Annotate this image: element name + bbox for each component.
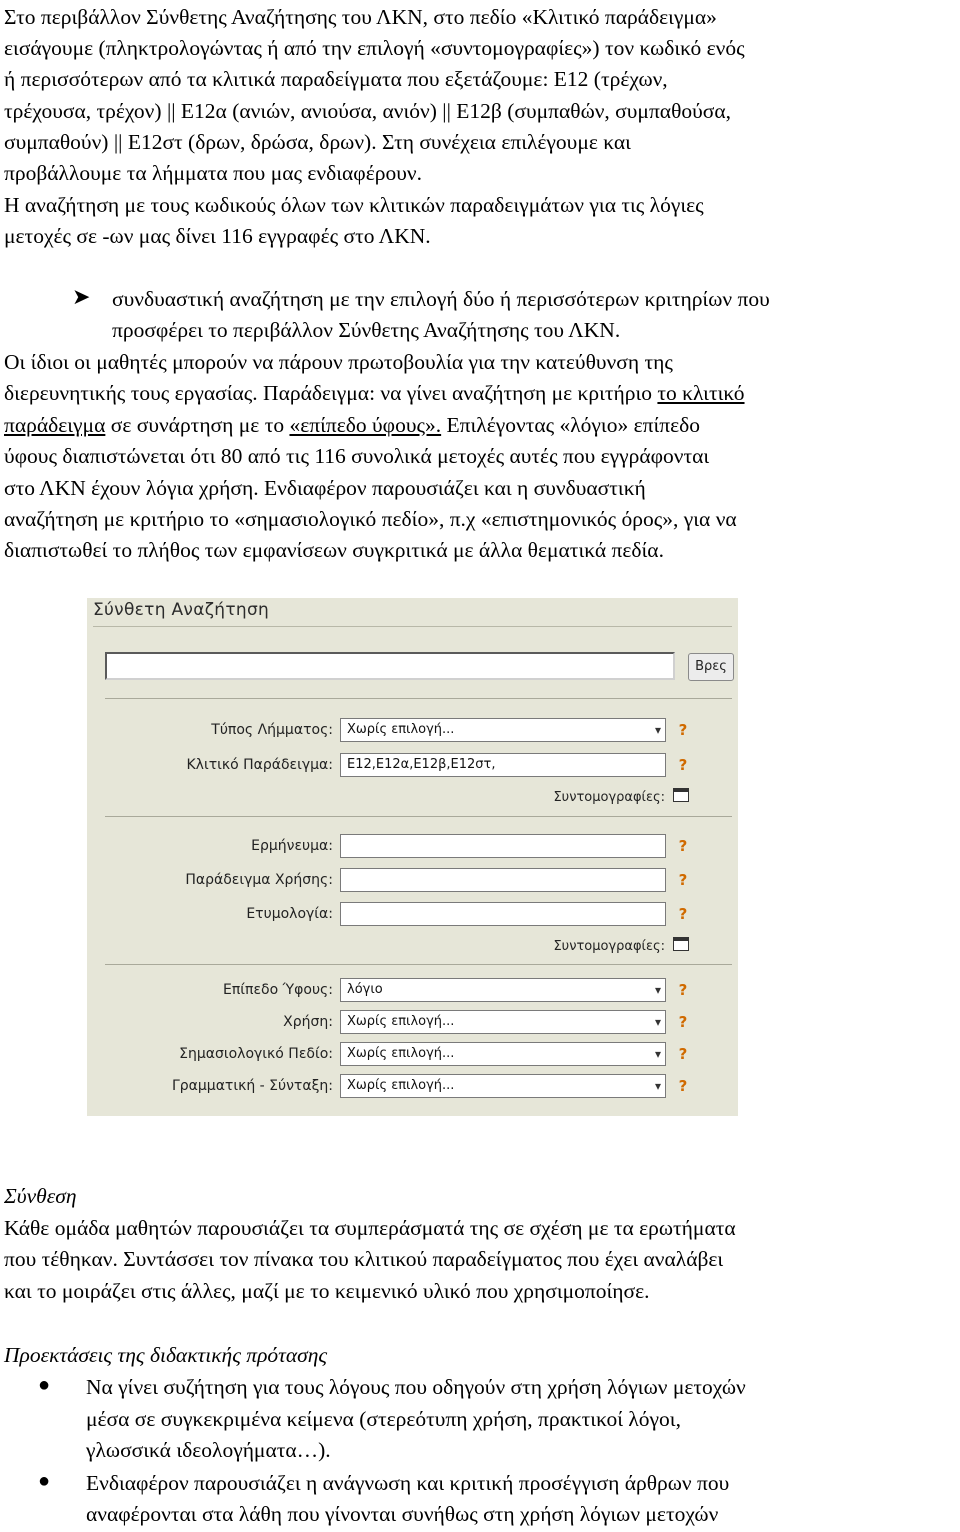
help-icon[interactable]: ? (678, 756, 688, 774)
extension-line: γλωσσικά ιδεολογήματα…). (86, 1438, 331, 1462)
students-line: διαπιστωθεί το πλήθος των εμφανίσεων συγκριτικά με άλλα θεματικά πεδία. (4, 538, 664, 562)
divider (93, 626, 732, 627)
synthesis-line: που τέθηκαν. Συντάσσει τον πίνακα του κλιτικού παραδείγματος που έχει αναλάβει (4, 1247, 724, 1271)
divider (105, 964, 732, 965)
abbreviations-link[interactable]: Συντομογραφίες: (553, 790, 665, 805)
students-line: στο ΛΚΝ έχουν λόγια χρήση. Ενδιαφέρον παρουσιάζει και η συνδυαστική (4, 476, 646, 500)
help-icon[interactable]: ? (678, 837, 688, 855)
extension-line: μέσα σε συγκεκριμένα κείμενα (στερεότυπη χρήση, πρακτικοί λόγοι, (86, 1407, 681, 1431)
synthesis-heading: Σύνθεση (4, 1184, 77, 1208)
help-icon[interactable]: ? (678, 981, 688, 999)
students-line: αναζήτηση με κριτήριο το «σημασιολογικό πεδίο», π.χ «επιστημονικός όρος», για να (4, 507, 737, 531)
combined-line: συνδυαστική αναζήτηση με την επιλογή δύο ή περισσότερων κριτηρίων που (112, 287, 770, 311)
help-icon[interactable]: ? (678, 1045, 688, 1063)
etymology-label: Ετυμολογία: (246, 906, 333, 922)
help-icon[interactable]: ? (678, 1013, 688, 1031)
calendar-icon[interactable] (673, 937, 689, 951)
panel-title: Σύνθετη Αναζήτηση (93, 600, 270, 620)
extension-line: αναφέρονται στα λάθη που γίνονται συνήθως στη χρήση λόγιων μετοχών (86, 1502, 719, 1526)
result-line: μετοχές σε -ων μας δίνει 116 εγγραφές στο ΛΚΝ. (4, 224, 431, 248)
inflection-input[interactable]: Ε12,Ε12α,Ε12β,Ε12στ, (340, 753, 666, 777)
bullet-icon: ● (38, 1374, 51, 1396)
bullet-icon: ● (38, 1470, 51, 1492)
intro-line: Στο περιβάλλον Σύνθετης Αναζήτησης του ΛΚΝ, στο πεδίο «Κλιτικό παράδειγμα» (4, 5, 717, 29)
divider (105, 816, 732, 817)
intro-line: τρέχουσα, τρέχον) || Ε12α (ανιών, ανιούσα, ανιόν) || Ε12β (συμπαθών, συμπαθούσα, (4, 99, 731, 123)
advanced-search-panel (87, 598, 738, 1116)
style-level-select[interactable]: λόγιο ▾ (340, 978, 666, 1002)
calendar-icon[interactable] (673, 788, 689, 802)
grammar-syntax-label: Γραμματική - Σύνταξη: (171, 1078, 333, 1094)
students-text: διερευνητικής τους εργασίας. Παράδειγμα: να γίνει αναζήτηση με κριτήριο (4, 381, 658, 405)
underlined-term: «επίπεδο ύφους». (289, 413, 442, 437)
extensions-heading: Προεκτάσεις της διδακτικής πρότασης (4, 1343, 328, 1367)
inflection-label: Κλιτικό Παράδειγμα: (186, 757, 333, 773)
intro-line: συμπαθούν) || Ε12στ (δρων, δρώσα, δρων). Στη συνέχεια επιλέγουμε και (4, 130, 631, 154)
underlined-term: παράδειγμα (4, 413, 106, 437)
intro-line: εισάγουμε (πληκτρολογώντας ή από την επιλογή «συντομογραφίες») τον κωδικό ενός (4, 36, 745, 60)
usage-label: Χρήση: (283, 1014, 333, 1030)
lemma-type-label: Τύπος Λήμματος: (211, 722, 333, 738)
search-input[interactable] (105, 652, 675, 680)
help-icon[interactable]: ? (678, 871, 688, 889)
intro-line: ή περισσότερων από τα κλιτικά παραδείγματα που εξετάζουμε: Ε12 (τρέχων, (4, 67, 668, 91)
underlined-term: το κλιτικό (657, 381, 745, 405)
extension-line: Να γίνει συζήτηση για τους λόγους που οδηγούν στη χρήση λόγιων μετοχών (86, 1375, 746, 1399)
extension-line: Ενδιαφέρον παρουσιάζει η ανάγνωση και κριτική προσέγγιση άρθρων που (86, 1471, 730, 1495)
students-text: Επιλέγοντας «λόγιο» επίπεδο (441, 413, 701, 437)
synthesis-line: Κάθε ομάδα μαθητών παρουσιάζει τα συμπεράσματά της σε σχέση με τα ερωτήματα (4, 1216, 736, 1240)
students-line: Οι ίδιοι οι μαθητές μπορούν να πάρουν πρωτοβουλία για την κατεύθυνση της (4, 350, 673, 374)
interpretation-input[interactable] (340, 834, 666, 858)
students-line: ύφους διαπιστώνεται ότι 80 από τις 116 συνολικά μετοχές αυτές που εγγράφονται (4, 444, 710, 468)
usage-select[interactable]: Χωρίς επιλογή... ▾ (340, 1010, 666, 1034)
combined-line: προσφέρει το περιβάλλον Σύνθετης Αναζήτησης του ΛΚΝ. (112, 318, 621, 342)
students-line (4, 410, 956, 441)
students-text: σε συνάρτηση με το (105, 413, 290, 437)
style-level-label: Επίπεδο Ύφους: (223, 982, 333, 998)
semantic-field-select[interactable]: Χωρίς επιλογή... ▾ (340, 1042, 666, 1066)
synthesis-line: και το μοιράζει στις άλλες, μαζί με το κειμενικό υλικό που χρησιμοποίησε. (4, 1279, 650, 1303)
lemma-type-select[interactable]: Χωρίς επιλογή... ▾ (340, 718, 666, 742)
usage-example-input[interactable] (340, 868, 666, 892)
etymology-input[interactable] (340, 902, 666, 926)
semantic-field-label: Σημασιολογικό Πεδίο: (179, 1046, 333, 1062)
grammar-syntax-select[interactable]: Χωρίς επιλογή... ▾ (340, 1074, 666, 1098)
interpretation-label: Ερμήνευμα: (251, 838, 333, 854)
abbreviations-link[interactable]: Συντομογραφίες: (553, 939, 665, 954)
result-line: Η αναζήτηση με τους κωδικούς όλων των κλιτικών παραδειγμάτων για τις λόγιες (4, 193, 704, 217)
help-icon[interactable]: ? (678, 721, 688, 739)
intro-line: προβάλλουμε τα λήμματα που μας ενδιαφέρουν. (4, 161, 422, 185)
students-line (4, 378, 956, 409)
help-icon[interactable]: ? (678, 905, 688, 923)
help-icon[interactable]: ? (678, 1077, 688, 1095)
search-button[interactable]: Βρες (688, 653, 734, 681)
arrow-bullet-icon: ➤ (72, 284, 91, 309)
divider (105, 698, 732, 699)
usage-example-label: Παράδειγμα Χρήσης: (185, 872, 333, 888)
